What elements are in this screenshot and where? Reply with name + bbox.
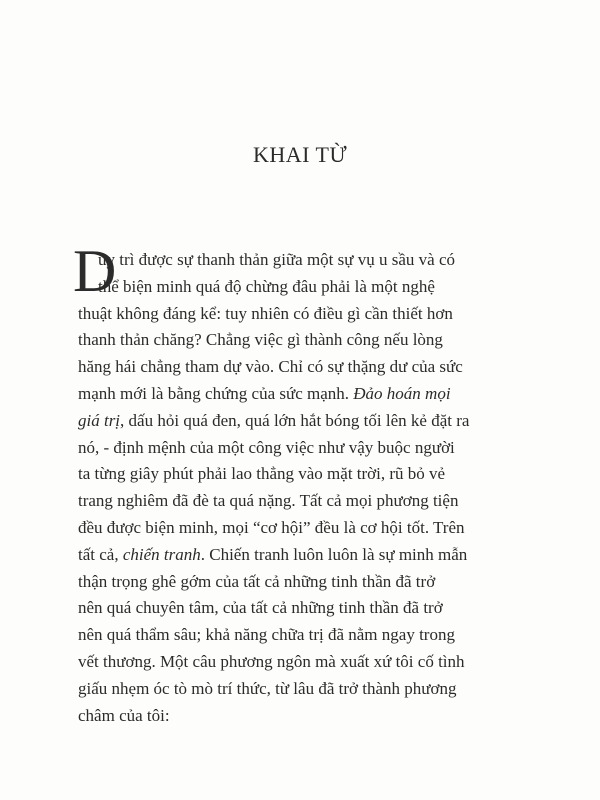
text-line-3: thuật không đáng kể: tuy nhiên có điều gì cần thiết hơn [78,303,453,323]
text-line-9: ta từng giây phút phải lao thẳng vào mặt trời, rũ bỏ vẻ [78,464,446,484]
text-line-5: hăng hái chẳng tham dự vào. Chỉ có sự thặng dư của sức [78,357,463,377]
text-line-1: uy trì được sự thanh thản giữa một sự vụ u sầu và có [98,250,455,269]
text-line-14: nên quá chuyên tâm, của tất cả những tinh thần đã trở [78,598,443,618]
text-line-12-roman-b: . Chiến tranh luôn luôn là sự minh mẫn [200,544,468,564]
text-line-13: thận trọng ghê gớm của tất cả những tinh thần đã trở [78,571,436,591]
italic-phrase-2: giá trị [78,410,121,430]
text-line-10: trang nghiêm đã đè ta quá nặng. Tất cả mọi phương tiện [78,491,459,511]
chapter-title: KHAI TỪ [252,142,348,167]
body-paragraph [78,247,598,729]
text-line-15: nên quá thẩm sâu; khả năng chữa trị đã nằm ngay trong [78,625,455,645]
italic-phrase-1: Đảo hoán mọi [353,383,451,403]
text-line-2: thể biện minh quá độ chừng đâu phải là một nghệ [98,276,435,296]
text-line-8: nó, - định mệnh của một công việc như vậy buộc người [78,437,455,457]
text-line-12 [78,542,598,569]
italic-phrase-3: chiến tranh [122,544,201,564]
text-line-6 [78,381,598,408]
text-line-18: châm của tôi: [78,705,170,725]
text-line-16: vết thương. Một câu phương ngôn mà xuất xứ tôi cố tình [78,651,465,671]
text-line-11: đều được biện minh, mọi “cơ hội” đều là cơ hội tốt. Trên [78,517,465,537]
text-line-12-roman-a: tất cả, [78,544,119,564]
text-line-6-roman: mạnh mới là bằng chứng của sức mạnh. [78,383,350,403]
text-line-17: giấu nhẹm óc tò mò trí thức, từ lâu đã trở thành phương [78,678,457,698]
text-line-4: thanh thản chăng? Chẳng việc gì thành công nếu lòng [78,330,443,350]
text-line-7 [78,408,598,435]
drop-cap: D [73,238,117,304]
text-line-7-roman: , dấu hỏi quá đen, quá lớn hắt bóng tối lên kẻ đặt ra [120,410,470,430]
